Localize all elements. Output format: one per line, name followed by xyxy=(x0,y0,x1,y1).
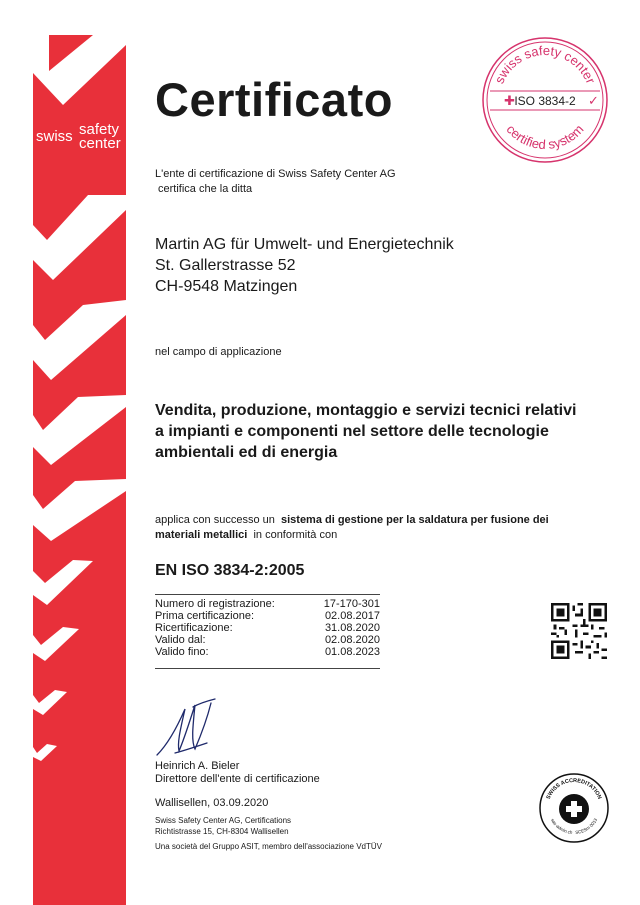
signatory-block xyxy=(155,760,320,786)
footer-line-2: Richtistrasse 15, CH-8304 Wallisellen xyxy=(155,827,289,836)
standard-label: EN ISO 3834-2:2005 xyxy=(155,562,305,579)
accreditation-left-text: sas-admin.ch xyxy=(549,817,573,835)
company-name: Martin AG für Umwelt- und Energietechnik xyxy=(155,236,454,253)
checkmark-pattern xyxy=(33,35,126,905)
system-block xyxy=(155,513,595,543)
registration-label: Valido fino: xyxy=(155,646,209,658)
place-date: Wallisellen, 03.09.2020 xyxy=(155,797,269,809)
scope-line-3: ambientali ed di energia xyxy=(155,444,338,461)
signature-icon xyxy=(155,697,225,759)
registration-value: 17-170-301 xyxy=(323,598,380,610)
brand-band xyxy=(33,35,126,905)
scope-line-1: Vendita, produzione, montaggio e servizi tecnici relativi xyxy=(155,402,577,419)
footer-line-3: Una società del Gruppo ASIT, membro dell'associazione VdTÜV xyxy=(155,842,382,851)
registration-label: Ricertificazione: xyxy=(155,622,233,634)
page-title: Certificato xyxy=(155,73,393,126)
registration-row xyxy=(155,610,380,622)
scope-block xyxy=(155,400,605,463)
footer xyxy=(155,815,382,852)
swiss-cross-icon xyxy=(538,772,610,844)
signatory-role: Direttore dell'ente di certificazione xyxy=(155,773,320,785)
company-city: CH-9548 Matzingen xyxy=(155,278,298,295)
accreditation-right-text: SCESm 0013 xyxy=(575,817,599,835)
registration-value: 02.08.2017 xyxy=(324,610,380,622)
svg-text:✓: ✓ xyxy=(588,93,599,108)
qr-code-icon xyxy=(551,603,607,659)
system-suffix: in conformità con xyxy=(253,529,338,541)
system-bold-2: materiali metallici xyxy=(155,529,248,541)
scope-line-2: a impianti e componenti nel settore delle tecnologie xyxy=(155,423,549,440)
divider-top xyxy=(155,594,380,595)
svg-text:✚: ✚ xyxy=(504,93,515,108)
intro-line-2: certifica che la ditta xyxy=(158,183,253,195)
divider-bottom xyxy=(155,668,380,669)
brand-word-swiss: swiss xyxy=(36,128,73,145)
signatory-name: Heinrich A. Bieler xyxy=(155,760,240,772)
stamp-middle-text: ISO 3834-2 xyxy=(514,94,576,108)
registration-row xyxy=(155,598,380,610)
accreditation-top-text: SWISS ACCREDITATION xyxy=(545,777,603,801)
registration-label: Prima certificazione: xyxy=(155,610,255,622)
registration-value: 02.08.2020 xyxy=(324,634,380,646)
footer-line-1: Swiss Safety Center AG, Certifications xyxy=(155,816,292,825)
registration-row xyxy=(155,634,380,646)
registration-row xyxy=(155,622,380,634)
registration-table xyxy=(155,598,380,658)
brand-word-center: center xyxy=(79,135,121,152)
registration-value: 31.08.2020 xyxy=(324,622,380,634)
registration-row xyxy=(155,646,380,658)
registration-value: 01.08.2023 xyxy=(324,646,380,658)
intro-line-1: L'ente di certificazione di Swiss Safety Center AG xyxy=(155,168,396,180)
brand-word-safety: safety xyxy=(79,121,120,138)
system-bold-1: sistema di gestione per la saldatura per fusione dei xyxy=(280,514,549,526)
stamp-top-text: swiss safety center xyxy=(491,42,599,86)
company-block xyxy=(155,234,454,297)
system-prefix: applica con successo un xyxy=(155,514,275,526)
registration-label: Numero di registrazione: xyxy=(155,598,275,610)
scope-label: nel campo di applicazione xyxy=(155,346,282,358)
stamp-bottom-text: certified system xyxy=(503,121,587,153)
company-street: St. Gallerstrasse 52 xyxy=(155,257,296,274)
iso-stamp-icon xyxy=(480,35,610,165)
registration-label: Valido dal: xyxy=(155,634,206,646)
